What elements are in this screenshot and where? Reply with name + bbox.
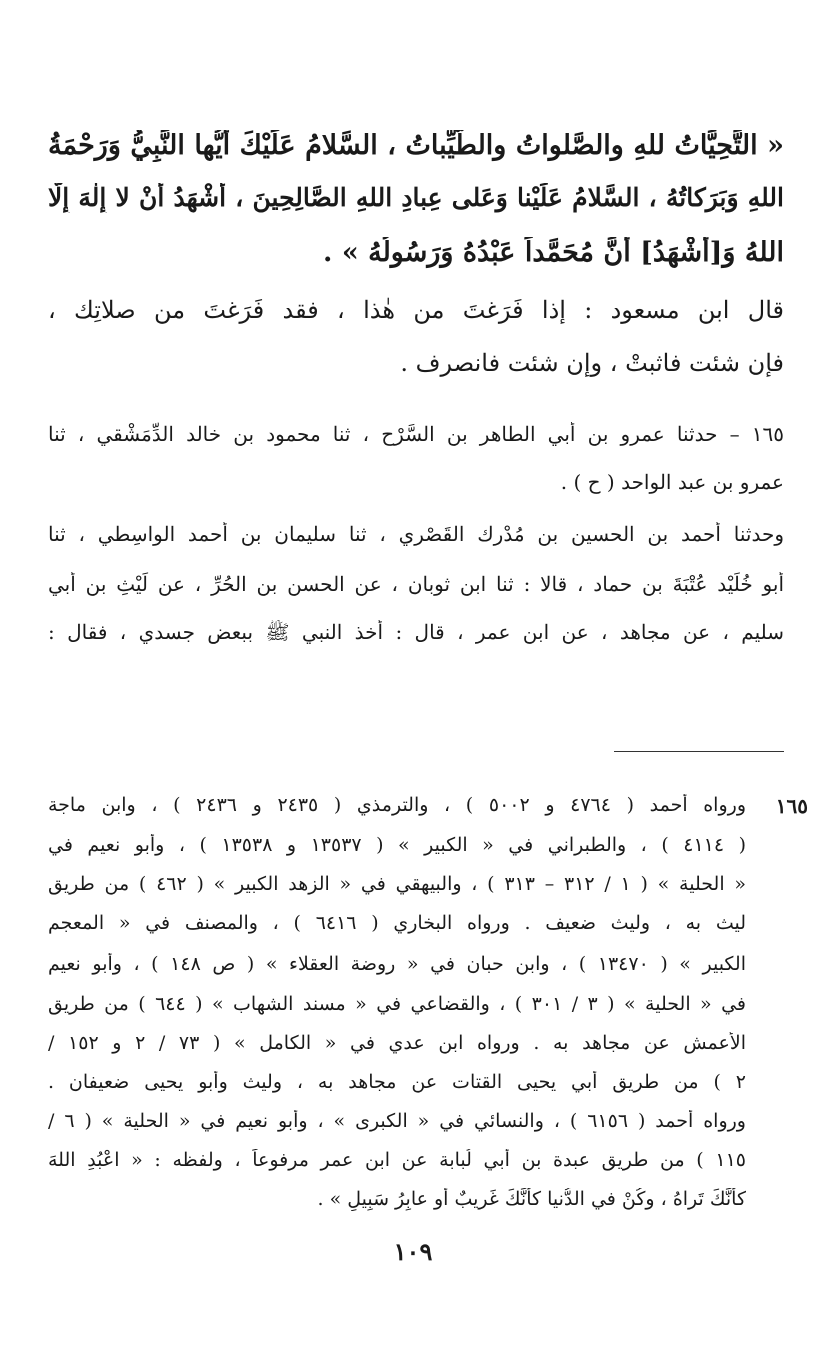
footnote-number: ١٦٥: [775, 794, 808, 818]
hadith-line-2: عمرو بن عبد الواحد ( ح ) .: [560, 470, 784, 494]
hadith-line-5: سليم ، عن مجاهد ، عن ابن عمر ، قال : أخذ النبي ﷺ ببعض جسدي ، فقال :: [48, 620, 784, 644]
main-text-line-2: اللهِ وَبَرَكاتُهُ ، السَّلامُ عَلَيْنا وَعَلى عِبادِ اللهِ الصَّالِحِينَ ، أَشْهَدُ أَنْ لا إِلٰهَ إِلَّا: [48, 183, 784, 212]
footnote-line-11: كأَنَّكَ تَراهُ ، وكُنْ في الدُّنيا كأَنَّكَ غَريبٌ أو عابِرُ سَبِيلٍ » .: [317, 1188, 746, 1210]
footnote-line-8: ٢ ) من طريق أبي يحيى القتات عن مجاهد به ، وليث وأبو يحيى ضعيفان .: [48, 1071, 746, 1093]
page-number: ١٠٩: [393, 1237, 433, 1266]
footnote-line-9: ورواه أحمد ( ٦١٥٦ ) ، والنسائي في « الكبرى » ، وأبو نعيم في « الحلية » ( ٦ /: [48, 1110, 746, 1132]
footnote-line-6: في « الحلية » ( ٣ / ٣٠١ ) ، والقضاعي في « مسند الشهاب » ( ٦٤٤ ) من طريق: [48, 993, 746, 1015]
hadith-line-4: أبو خُلَيْد عُتْبَةَ بن حماد ، قالا : ثنا ابن ثوبان ، عن الحسن بن الحُرِّ ، عن لَيْثِ بن أبي: [48, 572, 784, 596]
main-text-line-5: فإن شئت فاثبتْ ، وإن شئت فانصرف .: [400, 349, 784, 377]
footnote-line-1: ورواه أحمد ( ٤٧٦٤ و ٥٠٠٢ ) ، والترمذي ( ٢٤٣٥ و ٢٤٣٦ ) ، وابن ماجة: [48, 794, 746, 816]
hadith-line-3: وحدثنا أحمد بن الحسين بن مُدْرِك القَصْري ، ثنا سليمان بن أحمد الواسِطي ، ثنا: [48, 522, 784, 546]
footnote-line-5: الكبير » ( ١٣٤٧٠ ) ، وابن حبان في « روضة العقلاء » ( ص ١٤٨ ) ، وأبو نعيم: [48, 953, 746, 975]
main-text-line-4: قال ابن مسعود : إذا فَرَغتَ من هٰذا ، فقد فَرَغتَ من صلاتِك ،: [48, 296, 784, 324]
main-text-line-1: « التَّحِيَّاتُ للهِ والصَّلواتُ والطَّيِّباتُ ، السَّلامُ عَلَيْكَ أَيُّها النَّبِيُّ وَرَحْمَةُ: [48, 130, 784, 161]
hadith-line-1: ١٦٥ – حدثنا عمرو بن أبي الطاهر بن السَّرْح ، ثنا محمود بن خالد الدِّمَشْقي ، ثنا: [48, 422, 784, 446]
main-text-line-3: اللهُ وَ[أَشْهَدُ] أَنَّ مُحَمَّداً عَبْدُهُ وَرَسُولُهُ » .: [323, 237, 784, 268]
footnote-line-2: ( ٤١١٤ ) ، والطبراني في « الكبير » ( ١٣٥٣٧ و ١٣٥٣٨ ) ، وأبو نعيم في: [48, 834, 746, 856]
footnote-divider: [614, 751, 784, 752]
footnote-line-4: ليث به ، وليث ضعيف . ورواه البخاري ( ٦٤١٦ ) ، والمصنف في « المعجم: [48, 912, 746, 934]
footnote-line-10: ١١٥ ) من طريق عبدة بن أبي لُبابة عن ابن عمر مرفوعاً ، ولفظه : « اعْبُدِ اللهَ: [48, 1149, 746, 1171]
footnote-line-7: الأعمش عن مجاهد به . ورواه ابن عدي في « الكامل » ( ٧٣ / ٢ و ١٥٢ /: [48, 1032, 746, 1054]
footnote-line-3: « الحلية » ( ١ / ٣١٢ – ٣١٣ ) ، والبيهقي في « الزهد الكبير » ( ٤٦٢ ) من طريق: [48, 873, 746, 895]
